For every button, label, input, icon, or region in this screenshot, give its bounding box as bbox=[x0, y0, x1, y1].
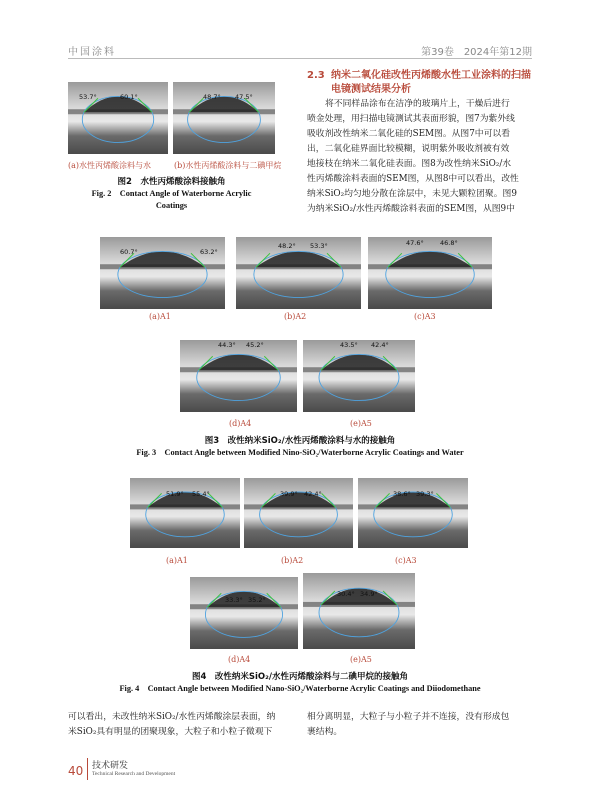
contact-angle-image bbox=[358, 478, 468, 548]
contact-angle-image bbox=[173, 82, 275, 154]
para-line: 相分离明显，大粒子与小粒子并不连接，没有形成包 bbox=[307, 712, 510, 722]
fig3-label-a5: (e)A5 bbox=[350, 419, 372, 428]
fig4-label-a2: (b)A2 bbox=[281, 556, 304, 565]
fig3-label-a3: (c)A3 bbox=[414, 312, 436, 321]
contact-angle-image bbox=[190, 577, 298, 649]
fig3-caption-cn: 图3 改性纳米SiO₂/水性丙烯酸涂料与水的接触角 bbox=[204, 436, 396, 446]
contact-angle-image bbox=[368, 237, 492, 309]
fig2-photo-a bbox=[68, 82, 168, 154]
angle-left: 44.3° bbox=[218, 341, 236, 349]
para-line: 地接枝在纳米二氧化硅表面。图8为改性纳米SiO₂/水 bbox=[307, 159, 512, 169]
fig3-label-a2: (b)A2 bbox=[284, 312, 307, 321]
column-name-cn: 技术研发 bbox=[92, 761, 129, 771]
contact-angle-image bbox=[244, 478, 353, 548]
fig3-photo-a4 bbox=[180, 340, 297, 412]
fig2-caption-en-1: Fig. 2 Contact Angle of Waterborne Acrylic bbox=[91, 189, 252, 198]
section-heading bbox=[307, 69, 535, 97]
fig3-photo-a2 bbox=[236, 237, 361, 309]
para-line: 出，二氧化硅界面比较模糊，说明紫外吸收剂被有效 bbox=[307, 144, 510, 154]
contact-angle-image bbox=[236, 237, 361, 309]
contact-angle-image bbox=[180, 340, 297, 412]
para-line: 米SiO₂具有明显的团聚现象，大粒子和小粒子微观下 bbox=[68, 727, 273, 737]
section-title-line1: 纳米二氧化硅改性丙烯酸水性工业涂料的扫描 bbox=[331, 70, 531, 81]
column-name-en: Technical Research and Development bbox=[92, 771, 176, 777]
fig3-caption-en: Fig. 3 Contact Angle between Modified Nino-SiO₂/Waterborne Acrylic Coatings and Water bbox=[136, 448, 464, 457]
angle-right: 35.2° bbox=[248, 596, 266, 604]
angle-left: 48.7° bbox=[203, 93, 221, 101]
angle-right: 42.4° bbox=[304, 490, 322, 498]
fig2-label-b: (b)水性丙烯酸涂料与二碘甲烷 bbox=[174, 161, 282, 170]
fig3-label-a4: (d)A4 bbox=[229, 419, 252, 428]
section-paragraph bbox=[307, 97, 535, 217]
angle-left: 30.4° bbox=[337, 590, 355, 598]
para-line: 可以看出，未改性纳米SiO₂/水性丙烯酸涂层表面，纳 bbox=[68, 712, 276, 722]
para-line: 裹结构。 bbox=[307, 727, 343, 737]
page-number: 40 bbox=[68, 764, 84, 778]
para-line: 吸收剂改性纳米二氧化硅的SEM图。从图7中可以看 bbox=[307, 129, 510, 139]
angle-left: 38.6° bbox=[393, 490, 411, 498]
angle-left: 60.7° bbox=[120, 248, 138, 256]
fig4-label-a5: (e)A5 bbox=[350, 655, 372, 664]
angle-left: 43.5° bbox=[340, 341, 358, 349]
para-line: 将不同样品涂布在洁净的玻璃片上，干燥后进行 bbox=[325, 99, 510, 109]
angle-left: 47.6° bbox=[406, 239, 424, 247]
fig3-photo-a5 bbox=[303, 340, 415, 412]
fig4-photo-a2 bbox=[244, 478, 353, 548]
fig2-photo-b bbox=[173, 82, 275, 154]
angle-right: 63.2° bbox=[200, 248, 218, 256]
angle-right: 46.8° bbox=[440, 239, 458, 247]
angle-right: 60.1° bbox=[120, 93, 138, 101]
fig4-label-a1: (a)A1 bbox=[166, 556, 188, 565]
angle-right: 34.9° bbox=[360, 590, 378, 598]
fig3-photo-a1 bbox=[100, 237, 225, 309]
angle-right: 39.3° bbox=[416, 490, 434, 498]
angle-left: 48.2° bbox=[278, 242, 296, 250]
footer-divider bbox=[87, 758, 88, 780]
angle-right: 42.4° bbox=[371, 341, 389, 349]
issue-info: 第39卷 2024年第12期 bbox=[421, 47, 532, 58]
fig4-label-a3: (c)A3 bbox=[395, 556, 417, 565]
header-rule bbox=[68, 58, 532, 59]
angle-right: 55.4° bbox=[192, 490, 210, 498]
fig3-label-a1: (a)A1 bbox=[149, 312, 171, 321]
contact-angle-image bbox=[130, 478, 240, 548]
para-line: 喷金处理，用扫描电镜测试其表面形貌，图7为紫外线 bbox=[307, 114, 515, 124]
fig4-photo-a1 bbox=[130, 478, 240, 548]
angle-left: 33.3° bbox=[225, 596, 243, 604]
para-line: 性丙烯酸涂料表面的SEM图，从图8中可以看出，改性 bbox=[307, 174, 519, 184]
angle-right: 47.5° bbox=[235, 93, 253, 101]
fig4-photo-a4 bbox=[190, 577, 298, 649]
angle-right: 53.3° bbox=[310, 242, 328, 250]
bottom-left-paragraph bbox=[68, 710, 296, 740]
fig4-photo-a5 bbox=[303, 573, 415, 649]
para-line: 纳米SiO₂均匀地分散在涂层中，未见大颗粒团聚。图9 bbox=[307, 189, 517, 199]
journal-name: 中国涂料 bbox=[68, 47, 116, 58]
fig4-photo-a3 bbox=[358, 478, 468, 548]
angle-left: 53.7° bbox=[79, 93, 97, 101]
section-title-line2: 电镜测试结果分析 bbox=[331, 84, 411, 95]
fig4-caption-cn: 图4 改性纳米SiO₂/水性丙烯酸涂料与二碘甲烷的接触角 bbox=[191, 672, 408, 682]
fig3-photo-a3 bbox=[368, 237, 492, 309]
angle-left: 39.9° bbox=[280, 490, 298, 498]
para-line: 为纳米SiO₂/水性丙烯酸涂料表面的SEM图，从图9中 bbox=[307, 204, 515, 214]
fig2-caption-cn: 图2 水性丙烯酸涂料接触角 bbox=[117, 177, 226, 187]
bottom-right-paragraph bbox=[307, 710, 535, 740]
section-number: 2.3 bbox=[307, 70, 325, 81]
contact-angle-image bbox=[303, 340, 415, 412]
fig4-caption-en: Fig. 4 Contact Angle between Modified Nano-SiO₂/Waterborne Acrylic Coatings and Diiodomethane bbox=[119, 684, 481, 693]
fig4-label-a4: (d)A4 bbox=[228, 655, 251, 664]
fig2-label-a: (a)水性丙烯酸涂料与水 bbox=[68, 161, 152, 170]
angle-left: 51.9° bbox=[166, 490, 184, 498]
contact-angle-image bbox=[303, 573, 415, 649]
fig2-caption-en-2: Coatings bbox=[155, 201, 188, 210]
angle-right: 45.2° bbox=[246, 341, 264, 349]
